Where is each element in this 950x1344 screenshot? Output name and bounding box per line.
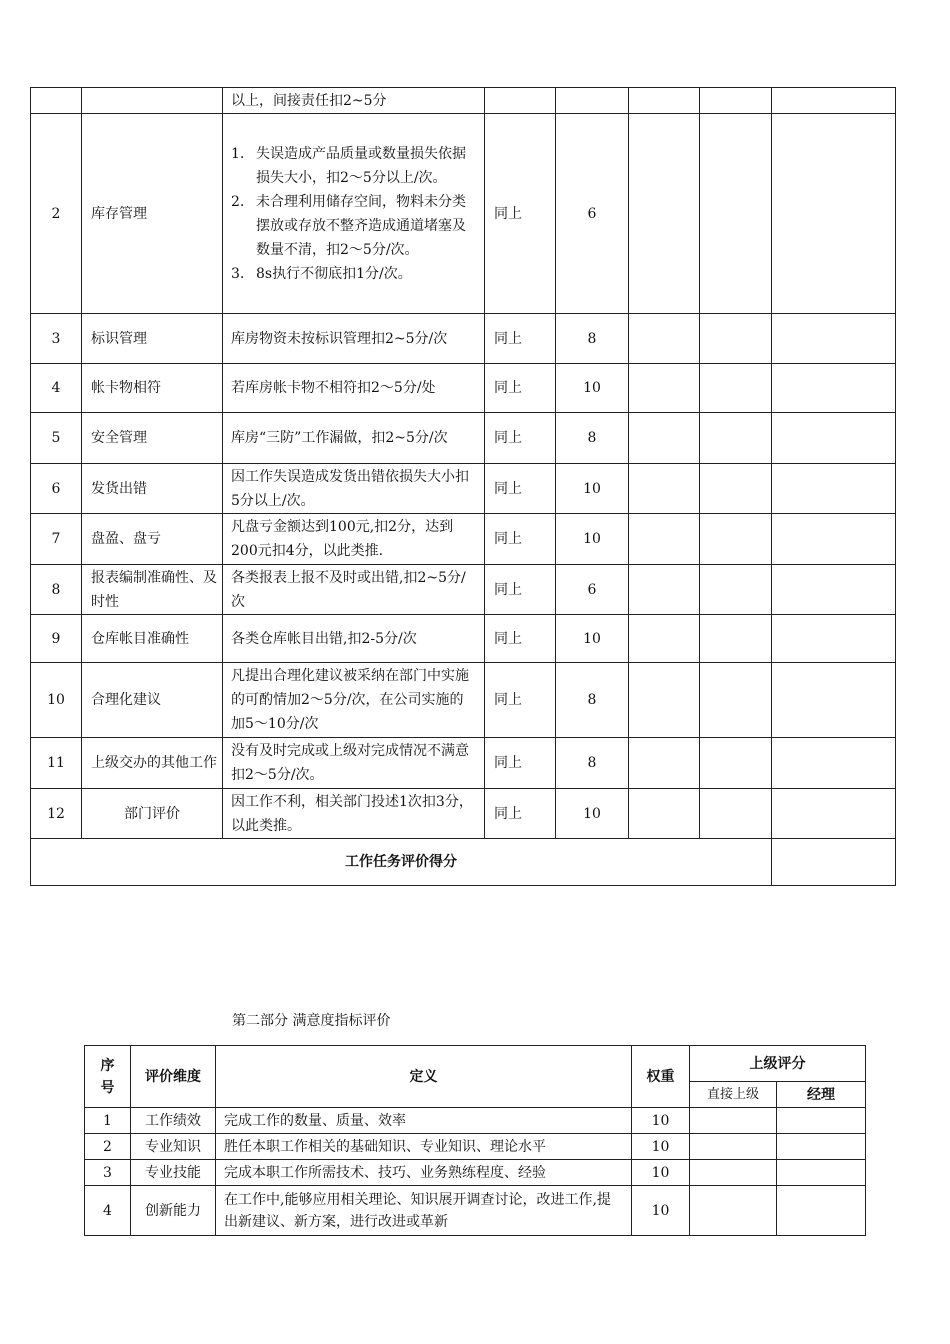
row-item: 报表编制准确性、及时性	[82, 565, 223, 615]
row-definition: 完成工作的数量、质量、效率	[216, 1108, 632, 1134]
description-list	[231, 142, 476, 286]
row-dimension: 专业技能	[131, 1160, 216, 1186]
row-weight: 8	[556, 738, 629, 789]
row-description: 凡提出合理化建议被采纳在部门中实施的可酌情加2～5分/次，在公司实施的加5～10分/次	[223, 663, 485, 738]
row-weight: 10	[556, 789, 629, 839]
row-item: 盘盈、盘亏	[82, 514, 223, 565]
row-criteria: 同上	[485, 738, 556, 789]
row-criteria: 同上	[485, 413, 556, 464]
row-number: 9	[31, 615, 82, 663]
row-item: 发货出错	[82, 464, 223, 514]
row-number: 2	[85, 1134, 131, 1160]
row-description: 因工作失误造成发货出错依损失大小扣5分以上/次。	[223, 464, 485, 514]
row-item: 安全管理	[82, 413, 223, 464]
row-item: 仓库帐目准确性	[82, 615, 223, 663]
list-item: 3. 8s执行不彻底扣1分/次。	[231, 265, 412, 282]
row-item	[82, 88, 223, 114]
table-row	[31, 413, 896, 464]
table-row	[85, 1134, 866, 1160]
row-dimension: 专业知识	[131, 1134, 216, 1160]
header-manager: 经理	[777, 1082, 866, 1108]
satisfaction-table	[84, 1045, 866, 1236]
row-dimension: 创新能力	[131, 1186, 216, 1236]
header-superior-score: 上级评分	[690, 1046, 866, 1082]
row-criteria: 同上	[485, 114, 556, 314]
row-description: 凡盘亏金额达到100元,扣2分，达到200元扣4分，以此类推.	[223, 514, 485, 565]
header-row	[85, 1046, 866, 1082]
header-dimension: 评价维度	[131, 1046, 216, 1108]
row-item: 库存管理	[82, 114, 223, 314]
summary-row	[31, 839, 896, 886]
row-number: 3	[85, 1160, 131, 1186]
row-weight: 10	[632, 1134, 690, 1160]
row-number: 8	[31, 565, 82, 615]
row-weight: 10	[632, 1160, 690, 1186]
list-item: 1. 失误造成产品质量或数量损失依据损失大小，扣2～5分以上/次。	[231, 145, 466, 186]
row-item: 上级交办的其他工作	[82, 738, 223, 789]
row-item: 部门评价	[82, 789, 223, 839]
row-number: 7	[31, 514, 82, 565]
row-criteria: 同上	[485, 663, 556, 738]
row-item: 合理化建议	[82, 663, 223, 738]
row-criteria: 同上	[485, 615, 556, 663]
row-description: 因工作不利，相关部门投述1次扣3分，以此类推。	[223, 789, 485, 839]
table-row	[31, 514, 896, 565]
row-number	[31, 88, 82, 114]
row-number: 11	[31, 738, 82, 789]
row-criteria: 同上	[485, 364, 556, 413]
row-definition: 在工作中,能够应用相关理论、知识展开调查讨论，改进工作,提出新建议、新方案，进行改进或革新	[216, 1186, 632, 1236]
row-weight: 6	[556, 114, 629, 314]
header-weight: 权重	[632, 1046, 690, 1108]
row-number: 10	[31, 663, 82, 738]
row-number: 4	[85, 1186, 131, 1236]
row-criteria: 同上	[485, 464, 556, 514]
section-title: 第二部分 满意度指标评价	[232, 1013, 391, 1029]
row-number: 6	[31, 464, 82, 514]
row-weight: 10	[556, 514, 629, 565]
row-description: 库房“三防”工作漏做，扣2~5分/次	[223, 413, 485, 464]
row-dimension: 工作绩效	[131, 1108, 216, 1134]
row-definition: 完成本职工作所需技术、技巧、业务熟练程度、经验	[216, 1160, 632, 1186]
row-criteria: 同上	[485, 565, 556, 615]
row-criteria: 同上	[485, 314, 556, 364]
row-number: 5	[31, 413, 82, 464]
row-weight: 10	[556, 615, 629, 663]
table-row	[31, 738, 896, 789]
table-row	[31, 615, 896, 663]
row-description	[223, 114, 485, 314]
row-description: 没有及时完成或上级对完成情况不满意扣2～5分/次。	[223, 738, 485, 789]
summary-score	[772, 839, 896, 886]
table-row	[31, 663, 896, 738]
row-description: 库房物资未按标识管理扣2~5分/次	[223, 314, 485, 364]
row-number: 2	[31, 114, 82, 314]
row-weight: 10	[632, 1108, 690, 1134]
row-weight: 10	[556, 464, 629, 514]
row-weight: 8	[556, 314, 629, 364]
row-weight: 8	[556, 663, 629, 738]
row-weight: 8	[556, 413, 629, 464]
work-task-table	[30, 87, 896, 886]
row-number: 1	[85, 1108, 131, 1134]
row-item: 标识管理	[82, 314, 223, 364]
row-weight: 6	[556, 565, 629, 615]
header-no: 序号	[85, 1046, 131, 1108]
row-weight: 10	[632, 1186, 690, 1236]
table-row	[31, 114, 896, 314]
header-direct-superior: 直接上级	[690, 1082, 777, 1108]
row-item: 帐卡物相符	[82, 364, 223, 413]
row-description: 各类报表上报不及时或出错,扣2~5分/次	[223, 565, 485, 615]
row-number: 12	[31, 789, 82, 839]
table-row	[85, 1160, 866, 1186]
table-row	[85, 1186, 866, 1236]
row-criteria: 同上	[485, 514, 556, 565]
table-row	[31, 464, 896, 514]
row-number: 4	[31, 364, 82, 413]
table-row	[31, 88, 896, 114]
row-weight: 10	[556, 364, 629, 413]
row-description: 若库房帐卡物不相符扣2～5分/处	[223, 364, 485, 413]
table-row	[31, 364, 896, 413]
table-row	[31, 789, 896, 839]
row-description: 各类仓库帐目出错,扣2-5分/次	[223, 615, 485, 663]
list-item: 2. 未合理利用储存空间，物料未分类摆放或存放不整齐造成通道堵塞及数量不清，扣2～5分/次。	[231, 193, 466, 258]
row-number: 3	[31, 314, 82, 364]
row-criteria: 同上	[485, 789, 556, 839]
table-row	[31, 565, 896, 615]
table-row	[31, 314, 896, 364]
header-definition: 定义	[216, 1046, 632, 1108]
row-definition: 胜任本职工作相关的基础知识、专业知识、理论水平	[216, 1134, 632, 1160]
row-description: 以上，间接责任扣2~5分	[223, 88, 485, 114]
table-row	[85, 1108, 866, 1134]
summary-label: 工作任务评价得分	[31, 839, 772, 886]
